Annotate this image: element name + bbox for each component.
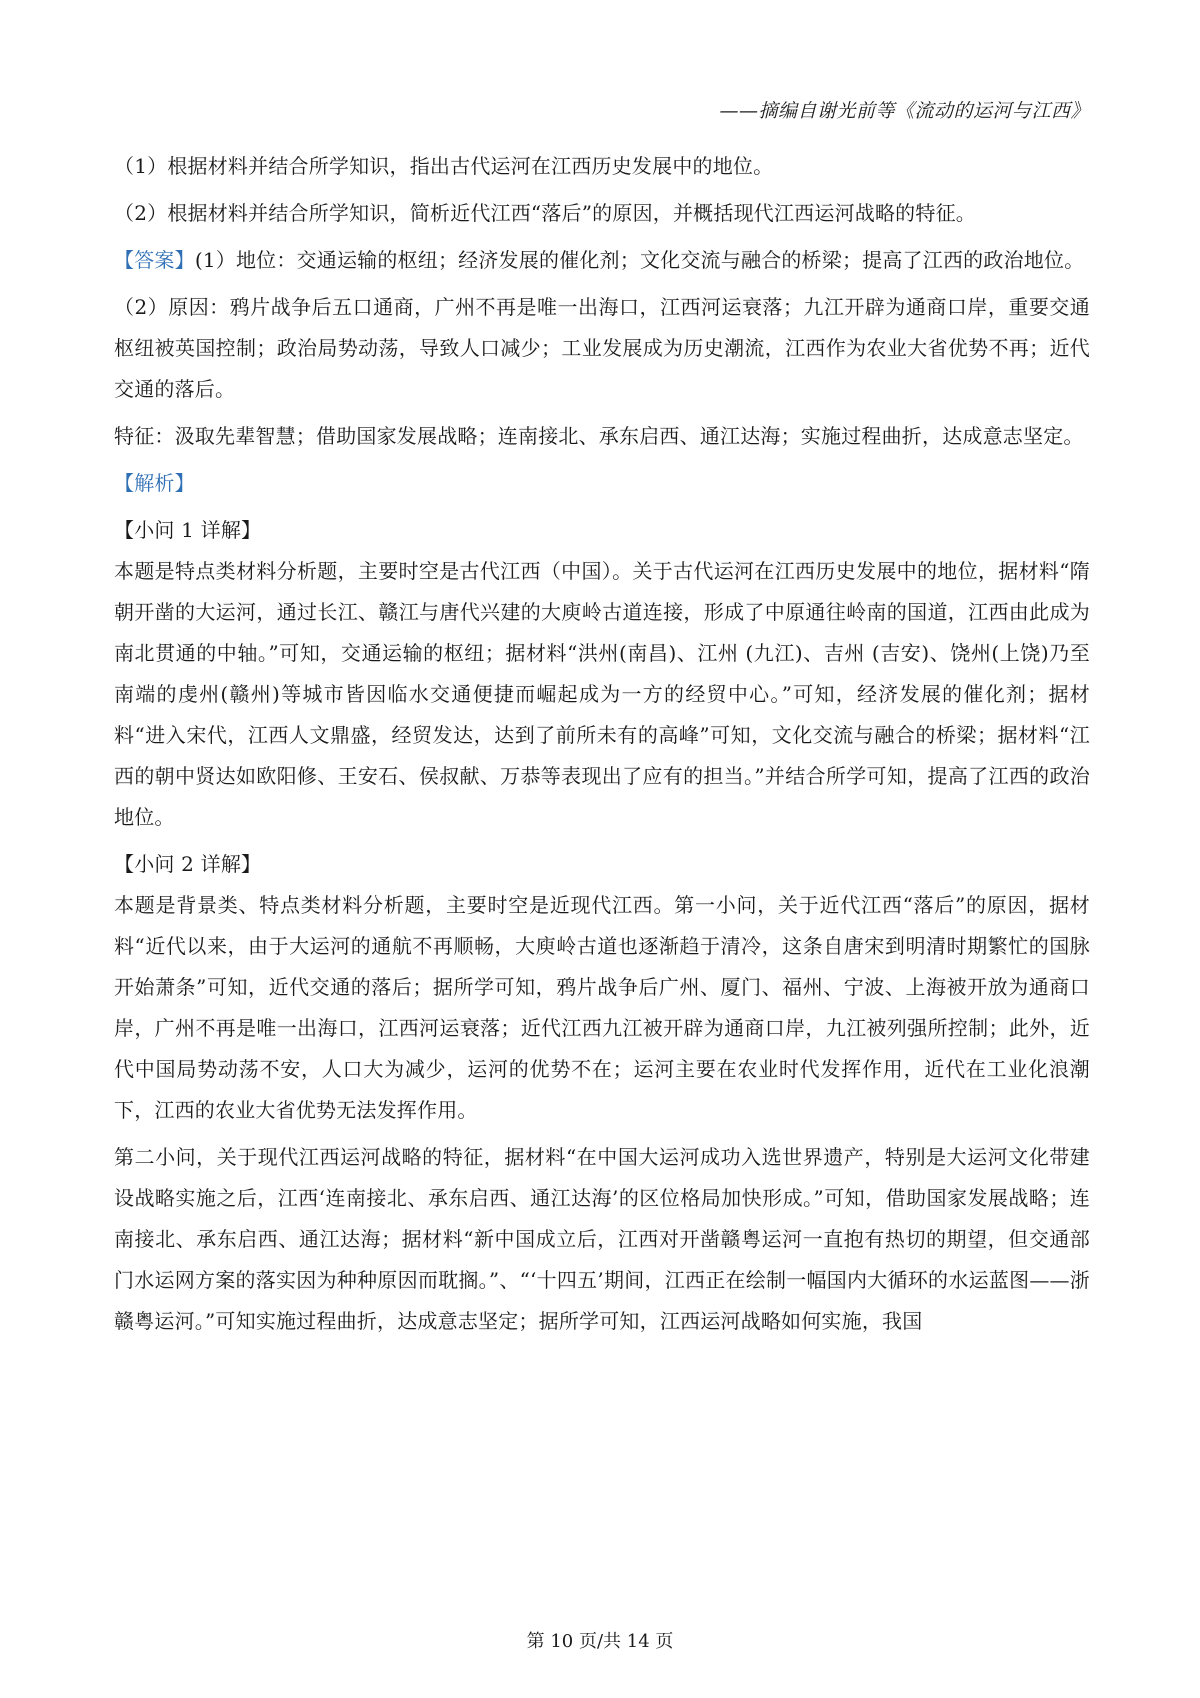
sub-question-2-text-1: 本题是背景类、特点类材料分析题，主要时空是近现代江西。第一小问，关于近代江西“落后”的原因，据材料“近代以来，由于大运河的通航不再顺畅，大庾岭古道也逐渐趋于清冷，这条自唐宋到明清时期繁忙的国脉开始萧条”可知，近代交通的落后；据所学可知，鸦片战争后广州、厦门、福州、宁波、上海被开放为通商口岸，广州不再是唯一出海口，江西河运衰落；近代江西九江被开辟为通商口岸，九江被列强所控制；此外，近代中国局势动荡不安，人口大为减少，运河的优势不在；运河主要在农业时代发挥作用，近代在工业化浪潮下，江西的农业大省优势无法发挥作用。 [114, 893, 1090, 1122]
question-2: （2）根据材料并结合所学知识，简析近代江西“落后”的原因，并概括现代江西运河战略的特征。 [114, 201, 976, 225]
page-number: 第 10 页/共 14 页 [526, 1631, 674, 1652]
analysis-tag: 【解析】 [114, 471, 195, 495]
question-1: （1）根据材料并结合所学知识，指出古代运河在江西历史发展中的地位。 [114, 154, 774, 178]
answer-paragraph-3: 特征：汲取先辈智慧；借助国家发展战略；连南接北、承东启西、通江达海；实施过程曲折，达成意志坚定。 [114, 424, 1084, 448]
sub-question-1-title: 【小问 1 详解】 [114, 518, 262, 542]
sub-question-2-title: 【小问 2 详解】 [114, 852, 262, 876]
sub-question-1-text: 本题是特点类材料分析题，主要时空是古代江西（中国）。关于古代运河在江西历史发展中的地位，据材料“隋朝开凿的大运河，通过长江、赣江与唐代兴建的大庾岭古道连接，形成了中原通往岭南的国道，江西由此成为南北贯通的中轴。”可知，交通运输的枢纽；据材料“洪州(南昌)、江州 (九江)、吉州 (吉安)、饶州(上饶)乃至南端的虔州(赣州)等城市皆因临水交通便捷而崛起成为一方的经贸中心。”可知，经济发展的催化剂；据材料“进入宋代，江西人文鼎盛，经贸发达，达到了前所未有的高峰”可知，文化交流与融合的桥梁；据材料“江西的朝中贤达如欧阳修、王安石、侯叔献、万恭等表现出了应有的担当。”并结合所学可知，提高了江西的政治地位。 [114, 559, 1090, 829]
answer-paragraph-2: （2）原因：鸦片战争后五口通商，广州不再是唯一出海口，江西河运衰落；九江开辟为通商口岸，重要交通枢纽被英国控制；政治局势动荡，导致人口减少；工业发展成为历史潮流，江西作为农业大省优势不再；近代交通的落后。 [114, 295, 1090, 401]
document-body [114, 146, 1090, 1342]
sub-question-2-text-2: 第二小问，关于现代江西运河战略的特征，据材料“在中国大运河成功入选世界遗产，特别是大运河文化带建设战略实施之后，江西‘连南接北、承东启西、通江达海’的区位格局加快形成。”可知，借助国家发展战略；连南接北、承东启西、通江达海；据材料“新中国成立后，江西对开凿赣粤运河一直抱有热切的期望，但交通部门水运网方案的落实因为种种原因而耽搁。”、“‘十四五’期间，江西正在绘制一幅国内大循环的水运蓝图——浙赣粤运河。”可知实施过程曲折，达成意志坚定；据所学可知，江西运河战略如何实施，我国 [114, 1145, 1090, 1333]
answer-tag: 【答案】 [114, 248, 195, 272]
source-citation: ——摘编自谢光前等《流动的运河与江西》 [719, 100, 1090, 122]
answer-paragraph-1 [114, 240, 1090, 281]
answer-text-1: (1）地位：交通运输的枢纽；经济发展的催化剂；文化交流与融合的桥梁；提高了江西的政治地位。 [194, 248, 1085, 272]
